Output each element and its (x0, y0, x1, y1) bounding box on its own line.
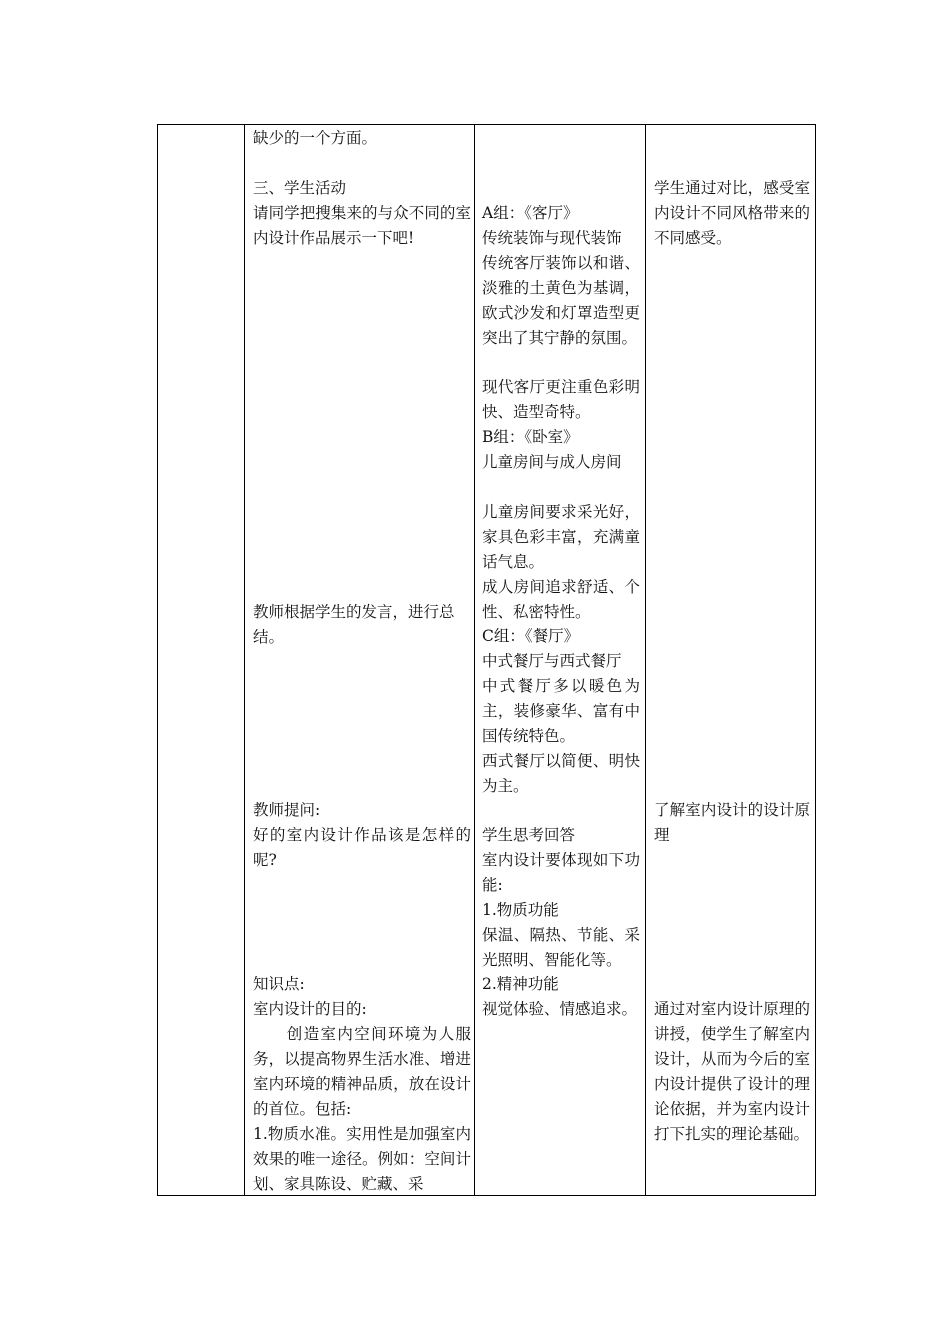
group-c-subtitle: 中式餐厅与西式餐厅 (482, 652, 622, 670)
design-note-1: 学生通过对比，感受室内设计不同风格带来的不同感受。 (654, 179, 810, 247)
group-c-text-1: 中式餐厅多以暖色为主，装修豪华、富有中国传统特色。 (482, 677, 640, 745)
group-b-subtitle: 儿童房间与成人房间 (482, 453, 622, 471)
design-note-3: 通过对室内设计原理的讲授，使学生了解室内设计，从而为今后的室内设计提供了设计的理论依据，并为室内设计打下扎实的理论基础。 (654, 1000, 810, 1143)
group-c-text-2: 西式餐厅以简便、明快为主。 (482, 752, 640, 795)
table-top-border (157, 124, 816, 125)
activity-heading: 三、学生活动 (253, 179, 347, 197)
table-border-right (815, 124, 816, 1196)
teacher-summary: 教师根据学生的发言，进行总结。 (253, 603, 455, 646)
group-a-text-1: 传统客厅装饰以和谐、淡雅的土黄色为基调，欧式沙发和灯罩造型更突出了其宁静的氛围。 (482, 254, 640, 347)
teacher-question: 好的室内设计作品该是怎样的呢? (253, 826, 471, 869)
table-border-col1-left (157, 124, 158, 1196)
group-c-title: C组：《餐厅》 (482, 627, 580, 645)
group-b-text-1: 儿童房间要求采光好，家具色彩丰富，充满童话气息。 (482, 503, 640, 571)
design-note-2: 了解室内设计的设计原理 (654, 801, 810, 844)
table-border-col3-left (474, 124, 475, 1196)
function-1-label: 1.物质功能 (482, 901, 559, 919)
function-2-text: 视觉体验、情感追求。 (482, 1000, 638, 1018)
knowledge-label: 知识点: (253, 975, 305, 993)
group-a-subtitle: 传统装饰与现代装饰 (482, 229, 622, 247)
purpose-text: 创造室内空间环境为人服务，以提高物界生活水准、增进室内环境的精神品质，放在设计的首位。包括: (253, 1025, 471, 1118)
group-a-title: A组：《客厅》 (482, 204, 579, 222)
function-1-text: 保温、隔热、节能、采光照明、智能化等。 (482, 926, 640, 969)
intro-text: 缺少的一个方面。 (253, 129, 378, 147)
item-1-text: 1.物质水准。实用性是加强室内效果的唯一途径。例如：空间计划、家具陈设、贮藏、采 (253, 1125, 471, 1193)
group-b-text-2: 成人房间追求舒适、个性、私密特性。 (482, 578, 640, 621)
answer-label: 学生思考回答 (482, 826, 576, 844)
group-a-text-2: 现代客厅更注重色彩明快、造型奇特。 (482, 378, 640, 421)
table-border-col4-left (645, 124, 646, 1196)
teacher-question-label: 教师提问: (253, 801, 321, 819)
function-2-label: 2.精神功能 (482, 975, 559, 993)
answer-text: 室内设计要体现如下功能: (482, 851, 640, 894)
activity-text: 请同学把搜集来的与众不同的室内设计作品展示一下吧! (253, 204, 471, 247)
group-b-title: B组：《卧室》 (482, 428, 579, 446)
table-border-col2-left (244, 124, 245, 1196)
purpose-label: 室内设计的目的: (253, 1000, 367, 1018)
